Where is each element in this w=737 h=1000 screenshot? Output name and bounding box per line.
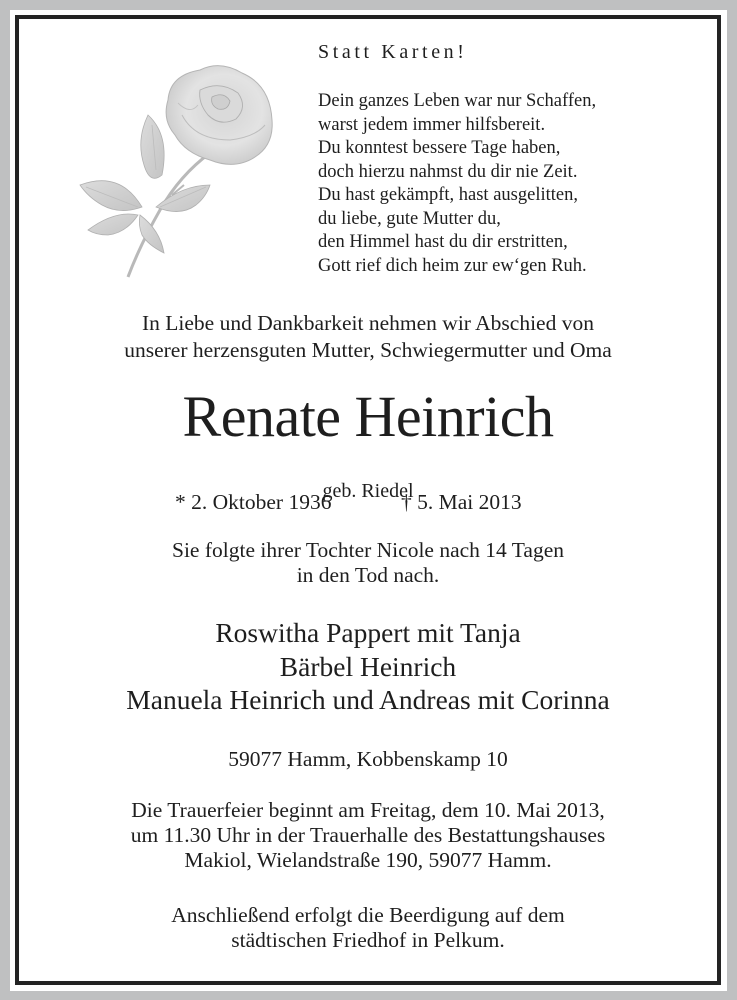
note-line: in den Tod nach. xyxy=(296,563,440,587)
family-names xyxy=(19,616,717,717)
poem-line: warst jedem immer hilfsbereit. xyxy=(318,114,546,135)
poem-line: du liebe, gute Mutter du, xyxy=(318,208,501,229)
poem-line: Dein ganzes Leben war nur Schaffen, xyxy=(318,91,597,111)
service-line: Makiol, Wielandstraße 190, 59077 Hamm. xyxy=(184,848,552,872)
rose-icon xyxy=(60,45,300,280)
funeral-service-info xyxy=(19,798,717,873)
family-address: 59077 Hamm, Kobbenskamp 10 xyxy=(228,747,508,771)
poem-line: den Himmel hast du dir erstritten, xyxy=(318,232,568,252)
family-line: Manuela Heinrich und Andreas mit Corinna xyxy=(126,684,610,715)
burial-line: städtischen Friedhof in Pelkum. xyxy=(231,928,505,952)
family-line: Bärbel Heinrich xyxy=(279,650,457,682)
deceased-name: Renate Heinrich xyxy=(182,384,554,449)
note-line: Sie folgte ihrer Tochter Nicole nach 14 Tagen xyxy=(171,538,565,562)
poem-line: Gott rief dich heim zur ew‘gen Ruh. xyxy=(318,255,587,276)
remembrance-note xyxy=(19,538,717,588)
death-date: † 5. Mai 2013 xyxy=(401,490,522,514)
poem-line: Du hast gekämpft, hast ausgelitten, xyxy=(318,185,578,205)
birth-date: * 2. Oktober 1936 xyxy=(175,490,332,514)
service-line: um 11.30 Uhr in der Trauerhalle des Bestattungshauses xyxy=(130,823,606,847)
service-line: Die Trauerfeier beginnt am Freitag, dem 10. Mai 2013, xyxy=(131,798,605,822)
intro-line: unserer herzensguten Mutter, Schwiegermutter und Oma xyxy=(124,338,612,362)
intro-text xyxy=(19,310,717,364)
poem xyxy=(318,90,702,278)
burial-line: Anschließend erfolgt die Beerdigung auf dem xyxy=(171,903,565,927)
life-dates xyxy=(19,489,717,515)
poem-line: doch hierzu nahmst du dir nie Zeit. xyxy=(318,161,578,182)
burial-info xyxy=(19,903,717,953)
maiden-name: geb. Riedel xyxy=(322,480,414,502)
poem-line: Du konntest bessere Tage haben, xyxy=(318,138,561,158)
header-block xyxy=(302,40,702,278)
header-title: Statt Karten! xyxy=(318,41,468,63)
intro-line: In Liebe und Dankbarkeit nehmen wir Abschied von xyxy=(142,311,594,335)
family-line: Roswitha Pappert mit Tanja xyxy=(215,617,521,648)
